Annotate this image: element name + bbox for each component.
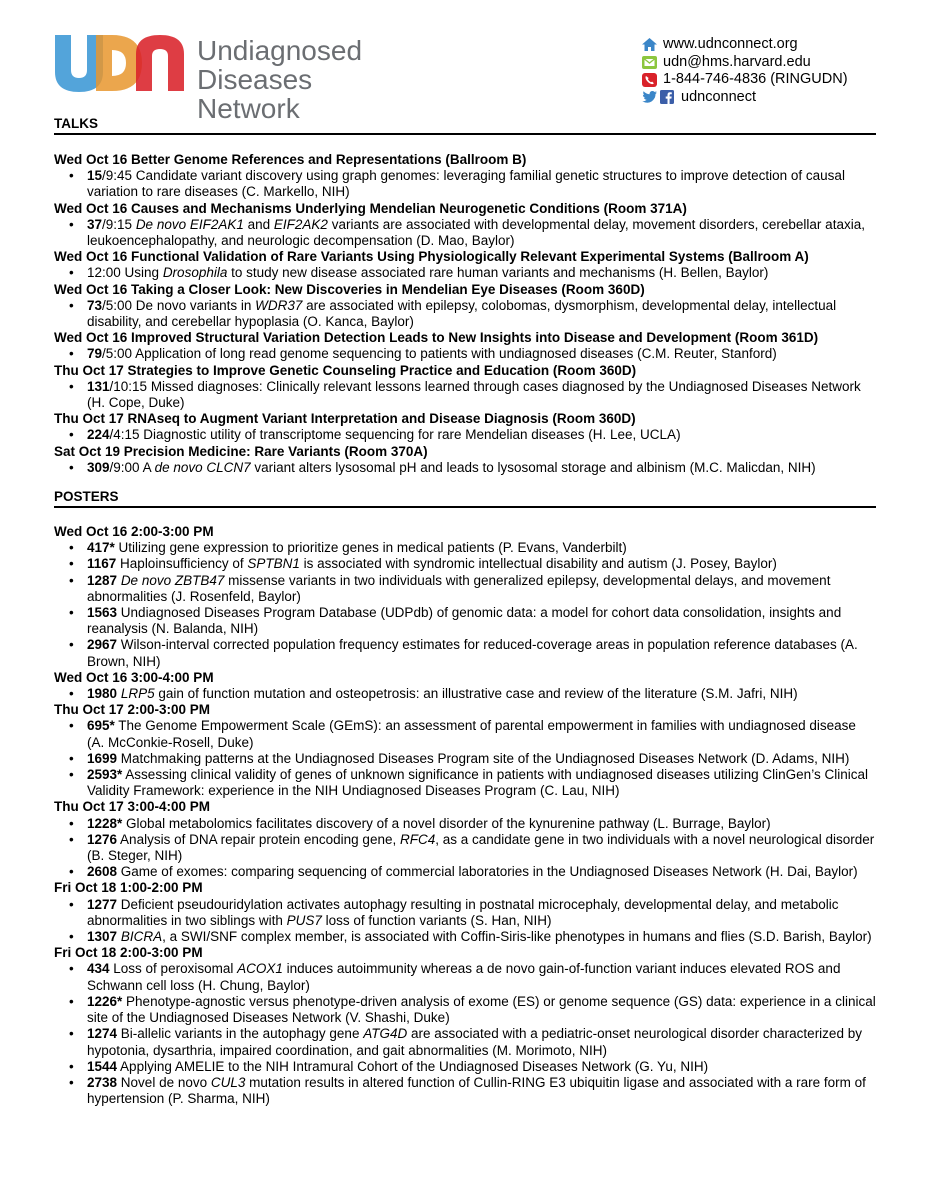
list-item: • 12:00 Using Drosophila to study new disease associated rare human variants and mechanisms (H. Bellen, Baylor)	[54, 265, 876, 281]
gene-name: de novo CLCN7	[154, 459, 251, 475]
talks-divider	[54, 133, 876, 135]
gene-name: BICRA	[120, 929, 163, 945]
session-items	[54, 961, 876, 1107]
session-items	[54, 540, 876, 670]
contact-social-row[interactable]	[641, 89, 848, 107]
gene-name: LRP5	[120, 686, 155, 702]
list-item: • 1276 Analysis of DNA repair protein encoding gene, RFC4, as a candidate gene in two individuals with a novel neurological disorder (B. Steger, NIH)	[54, 832, 876, 864]
gene-name: RFC4	[399, 831, 436, 847]
session-items	[54, 217, 876, 249]
twitter-icon[interactable]	[641, 90, 657, 104]
abstract-number: 73	[87, 297, 103, 313]
logo-line-2: Diseases Network	[197, 64, 313, 124]
gene-name: ACOX1	[237, 961, 283, 977]
list-item: • 695* The Genome Empowerment Scale (GEmS): an assessment of parental empowerment in families with undiagnosed disease (A. McConkie-Rosell, Duke)	[54, 718, 876, 750]
list-item: • 131/10:15 Missed diagnoses: Clinically relevant lessons learned through cases diagnosed by the Undiagnosed Diseases Network (H. Cope, Duke)	[54, 379, 876, 411]
contact-website[interactable]: www.udnconnect.org	[663, 36, 798, 52]
list-item: • 15/9:45 Candidate variant discovery using graph genomes: leveraging familial genetic structures to improve detection of causal variation to rare diseases (C. Markello, NIH)	[54, 168, 876, 200]
gene-name: De novo EIF2AK1	[135, 216, 244, 232]
abstract-number: 1544	[87, 1058, 118, 1074]
list-item: • 79/5:00 Application of long read genome sequencing to patients with undiagnosed diseases (C.M. Reuter, Stanford)	[54, 346, 876, 362]
gene-name: PUS7	[286, 912, 322, 928]
list-item: • 1274 Bi-allelic variants in the autophagy gene ATG4D are associated with a pediatric-onset neurological disorder characterized by hypotonia, dysarthria, impaired coordination, and gait abnormalities (M. Morimoto, NIH)	[54, 1026, 876, 1058]
abstract-number: 1274	[87, 1026, 118, 1042]
list-item: • 1544 Applying AMELIE to the NIH Intramural Cohort of the Undiagnosed Diseases Network (G. Yu, NIH)	[54, 1059, 876, 1075]
gene-name: SPTBN1	[247, 556, 300, 572]
session-heading: Wed Oct 16 Causes and Mechanisms Underlying Mendelian Neurogenetic Conditions (Room 371A)	[54, 200, 687, 216]
list-item: • 1980 LRP5 gain of function mutation and osteopetrosis: an illustrative case and review of the literature (S.M. Jafri, NIH)	[54, 686, 876, 702]
abstract-number: 224	[87, 427, 110, 443]
gene-name: WDR37	[255, 297, 303, 313]
list-item: • 309/9:00 A de novo CLCN7 variant alters lysosomal pH and leads to lysosomal storage and albinism (M.C. Malicdan, NIH)	[54, 460, 876, 476]
gene-name: ATG4D	[363, 1026, 408, 1042]
abstract-number: 1563	[87, 605, 118, 621]
udn-logo-mark	[52, 32, 192, 94]
abstract-number: 434	[87, 961, 110, 977]
mail-icon	[641, 55, 657, 69]
session-items	[54, 379, 876, 411]
abstract-number: 2608	[87, 864, 118, 880]
abstract-number: 79	[87, 346, 103, 362]
list-item: • 1167 Haploinsufficiency of SPTBN1 is associated with syndromic intellectual disability and autism (J. Posey, Baylor)	[54, 556, 876, 572]
abstract-number: 2738	[87, 1074, 118, 1090]
contact-phone[interactable]: 1-844-746-4836 (RINGUDN)	[663, 71, 848, 87]
posters-divider	[54, 506, 876, 508]
abstract-number: 695*	[87, 718, 115, 734]
abstract-number: 1287	[87, 572, 118, 588]
session-heading: Thu Oct 17 Strategies to Improve Genetic Counseling Practice and Education (Room 360D)	[54, 362, 637, 378]
talks-list	[54, 152, 876, 476]
session-items	[54, 897, 876, 946]
abstract-number: 1699	[87, 750, 118, 766]
list-item: • 1277 Deficient pseudouridylation activates autophagy resulting in postnatal microcephaly, developmental delay, and metabolic abnormalities in two siblings with PUS7 loss of function variants (S. Han, NIH)	[54, 897, 876, 929]
logo-letter-d	[96, 35, 142, 91]
list-item: • 1228* Global metabolomics facilitates discovery of a novel disorder of the kynurenine pathway (L. Burrage, Baylor)	[54, 816, 876, 832]
list-item: • 1563 Undiagnosed Diseases Program Database (UDPdb) of genomic data: a model for cohort data consolidation, insights and reanalysis (N. Balanda, NIH)	[54, 605, 876, 637]
abstract-number: 131	[87, 378, 110, 394]
facebook-icon[interactable]	[659, 90, 675, 104]
session-heading: Fri Oct 18 1:00-2:00 PM	[54, 880, 203, 896]
session-heading: Wed Oct 16 2:00-3:00 PM	[54, 524, 214, 539]
talks-heading: TALKS	[54, 116, 98, 131]
logo-line-1: Undiagnosed	[197, 35, 363, 66]
abstract-number: 1167	[87, 556, 117, 572]
logo-letter-n	[136, 35, 184, 91]
list-item: • 2967 Wilson-interval corrected population frequency estimates for reduced-coverage areas in population reference databases (A. Brown, NIH)	[54, 637, 876, 669]
logo-wordmark	[197, 36, 402, 123]
list-item: • 1307 BICRA, a SWI/SNF complex member, is associated with Coffin-Siris-like phenotypes in humans and flies (S.D. Barish, Baylor)	[54, 929, 876, 945]
list-item: • 73/5:00 De novo variants in WDR37 are associated with epilepsy, colobomas, dysmorphism, developmental delay, intellectual disability, and cerebellar hypoplasia (O. Kanca, Baylor)	[54, 298, 876, 330]
abstract-number: 1226*	[87, 993, 123, 1009]
contact-email-row[interactable]	[641, 54, 848, 72]
list-item: • 224/4:15 Diagnostic utility of transcriptome sequencing for rare Mendelian diseases (H. Lee, UCLA)	[54, 427, 876, 443]
session-heading: Wed Oct 16 Taking a Closer Look: New Discoveries in Mendelian Eye Diseases (Room 360D)	[54, 281, 645, 297]
session-items	[54, 427, 876, 443]
session-items	[54, 460, 876, 476]
session-heading: Sat Oct 19 Precision Medicine: Rare Variants (Room 370A)	[54, 443, 428, 459]
session-heading: Thu Oct 17 RNAseq to Augment Variant Interpretation and Disease Diagnosis (Room 360D)	[54, 411, 636, 427]
session-items	[54, 346, 876, 362]
abstract-number: 37	[87, 216, 103, 232]
session-heading: Thu Oct 17 2:00-3:00 PM	[54, 702, 211, 718]
abstract-number: 309	[87, 459, 110, 475]
abstract-number: 2593*	[87, 767, 123, 783]
session-items	[54, 816, 876, 881]
session-items	[54, 686, 876, 702]
posters-heading: POSTERS	[54, 489, 119, 504]
abstract-number: 1277	[87, 896, 118, 912]
gene-name: Drosophila	[162, 265, 228, 281]
list-item: • 2593* Assessing clinical validity of genes of unknown significance in patients with undiagnosed diseases utilizing ClinGen’s Clinical Validity Framework: experience in the NIH Undiagnosed Diseases Program (C. Lau, NIH)	[54, 767, 876, 799]
list-item: • 2738 Novel de novo CUL3 mutation results in altered function of Cullin-RING E3 ubiquitin ligase and associated with a rare form of hypertension (P. Sharma, NIH)	[54, 1075, 876, 1107]
session-heading: Fri Oct 18 2:00-3:00 PM	[54, 945, 203, 961]
session-heading: Wed Oct 16 Functional Validation of Rare Variants Using Physiologically Relevant Experimental Systems (Ballroom A)	[54, 249, 809, 265]
gene-name: EIF2AK2	[273, 216, 328, 232]
abstract-number: 1980	[87, 686, 118, 702]
phone-icon	[641, 73, 657, 87]
abstract-number: 2967	[87, 637, 118, 653]
session-items	[54, 265, 876, 281]
list-item: • 1699 Matchmaking patterns at the Undiagnosed Diseases Program site of the Undiagnosed Diseases Network (D. Adams, NIH)	[54, 751, 876, 767]
abstract-number: 1228*	[87, 815, 123, 831]
session-heading: Wed Oct 16 3:00-4:00 PM	[54, 669, 214, 685]
gene-name: CUL3	[210, 1074, 246, 1090]
contact-block	[641, 36, 848, 106]
gene-name: De novo ZBTB47	[120, 572, 225, 588]
session-items	[54, 298, 876, 330]
list-item: • 1226* Phenotype-agnostic versus phenotype-driven analysis of exome (ES) or genome sequence (GS) data: experience in a clinical site of the Undiagnosed Diseases Network (V. Shashi, Duke)	[54, 994, 876, 1026]
abstract-number: 417*	[87, 540, 115, 556]
contact-phone-row[interactable]	[641, 71, 848, 89]
abstract-number: 1276	[87, 831, 118, 847]
session-heading: Wed Oct 16 Better Genome References and Representations (Ballroom B)	[54, 152, 527, 167]
abstract-number: 15	[87, 168, 103, 184]
abstract-number: 1307	[87, 929, 118, 945]
contact-website-row[interactable]	[641, 36, 848, 54]
list-item: • 2608 Game of exomes: comparing sequencing of commercial laboratories in the Undiagnosed Diseases Network (H. Dai, Baylor)	[54, 864, 876, 880]
session-heading: Wed Oct 16 Improved Structural Variation Detection Leads to New Insights into Disease and Development (Room 361D)	[54, 330, 819, 346]
posters-list	[54, 524, 876, 1107]
contact-email[interactable]: udn@hms.harvard.edu	[663, 53, 811, 70]
home-icon	[641, 38, 657, 52]
list-item: • 434 Loss of peroxisomal ACOX1 induces autoimmunity whereas a de novo gain-of-function variant induces elevated ROS and Schwann cell loss (H. Chung, Baylor)	[54, 961, 876, 993]
list-item: • 1287 De novo ZBTB47 missense variants in two individuals with generalized epilepsy, developmental delays, and movement abnormalities (J. Rosenfeld, Baylor)	[54, 573, 876, 605]
session-heading: Thu Oct 17 3:00-4:00 PM	[54, 799, 211, 815]
session-items	[54, 168, 876, 200]
logo-letter-u	[55, 35, 103, 92]
list-item: • 417* Utilizing gene expression to prioritize genes in medical patients (P. Evans, Vanderbilt)	[54, 540, 876, 556]
contact-social-handle[interactable]: udnconnect	[681, 88, 756, 105]
session-items	[54, 718, 876, 799]
list-item: • 37/9:15 De novo EIF2AK1 and EIF2AK2 variants are associated with developmental delay, movement disorders, cerebellar ataxia, leukoencephalopathy, and neurologic decompensation (D. Mao, Baylor)	[54, 217, 876, 249]
